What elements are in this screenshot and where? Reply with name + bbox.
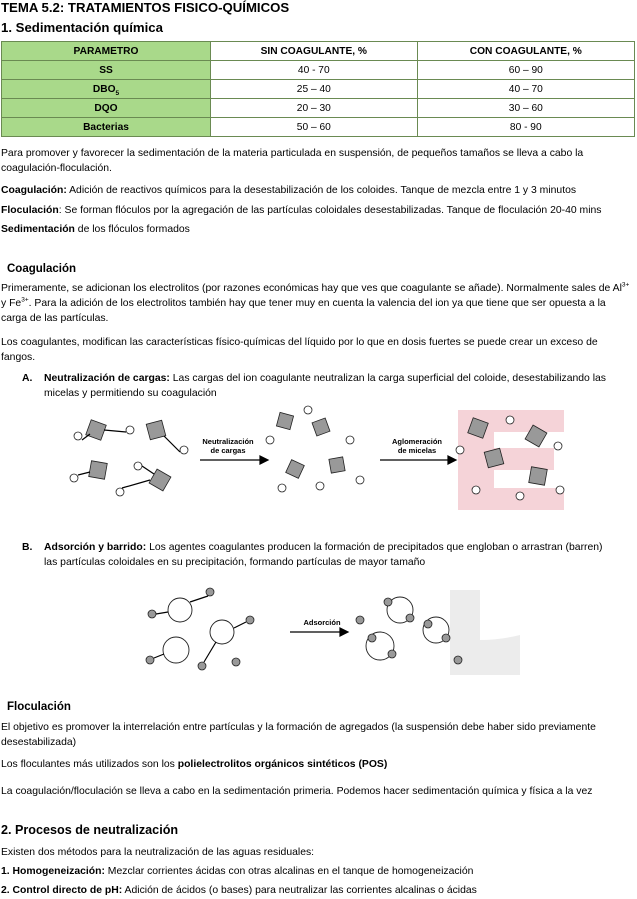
- diagram-b-label: Adsorción: [303, 618, 341, 627]
- p1-sup1: 3+: [621, 281, 630, 289]
- intro-paragraph: Para promover y favorecer la sedimentación de la materia particulada en suspensión, de pequeños tamaños se lleva a cabo la coagulación-floculación.: [1, 148, 584, 174]
- method-1: [1, 864, 473, 879]
- section1-heading: 1. Sedimentación química: [1, 20, 163, 35]
- item-b-body: [44, 540, 614, 570]
- table-cell-param: Bacterias: [2, 118, 211, 137]
- table-cell-con: 40 – 70: [417, 80, 634, 99]
- p2-b: polielectrolitos orgánicos sintéticos (POS): [177, 759, 388, 770]
- item-b-marker: B.: [22, 542, 33, 553]
- diagram-a-label-1: [198, 437, 258, 455]
- m1-label: 1. Homogeneización:: [1, 866, 105, 877]
- diagram-neutralizacion: [60, 400, 600, 515]
- table-cell-sin: 25 – 40: [211, 80, 418, 99]
- coagulacion-paragraph-1: [1, 281, 633, 326]
- p1-a: Primeramente, se adicionan los electrolitos (por razones económicas hay que ves que coagulante se añade). Normalmente sales de Al: [1, 283, 622, 294]
- param-dbo: DBO: [92, 83, 116, 95]
- diagram-a-label-2: [385, 437, 449, 455]
- floc-label: Floculación: [1, 205, 59, 216]
- table-cell-sin: 40 - 70: [211, 61, 418, 80]
- item-a-label: Neutralización de cargas:: [44, 373, 170, 384]
- coag-label: Coagulación:: [1, 185, 67, 196]
- item-a-marker: A.: [22, 373, 33, 384]
- table-cell-param: SS: [2, 61, 211, 80]
- coagulacion-paragraph-2: Los coagulantes, modifican las características físico-químicas del líquido por lo que en dosis fuertes se puede crear un exceso de fangos.: [1, 337, 598, 363]
- label1-line1: Neutralización: [202, 437, 254, 446]
- table-row: [2, 61, 635, 80]
- label1-line2: de cargas: [210, 446, 246, 455]
- sedimentation-table: [1, 41, 635, 137]
- label2-line2: de micelas: [397, 446, 437, 455]
- coag-text: Adición de reactivos químicos para la desestabilización de los coloides. Tanque de mezcla entre 1 y 3 minutos: [66, 185, 577, 196]
- table-cell-con: 30 – 60: [417, 99, 634, 118]
- diagram-adsorcion: [140, 580, 480, 680]
- param-dbo-sub: 5: [115, 89, 120, 97]
- sedimentacion-definition: [1, 222, 190, 237]
- sed-text: de los flóculos formados: [74, 224, 190, 235]
- table-row: [2, 99, 635, 118]
- table-header-sin: SIN COAGULANTE, %: [211, 42, 418, 61]
- p2-a: Los floculantes más utilizados son los: [1, 759, 178, 770]
- table-cell-con: 60 – 90: [417, 61, 634, 80]
- p1-c: . Para la adición de los electrolitos también hay que tener muy en cuenta la valencia del ion ya que tiene que ser opuesta a la carga de las partículas.: [1, 298, 606, 324]
- item-a-body: [44, 371, 614, 401]
- floculacion-paragraph-3: La coagulación/floculación se lleva a cabo en la sedimentación primeria. Podemos hacer sedimentación química y física a la vez: [1, 786, 593, 797]
- table-header-con: CON COAGULANTE, %: [417, 42, 634, 61]
- floc-text: : Se forman flóculos por la agregación de las partículas coloidales desestabilizadas. Tanque de floculación 20-40 mins: [58, 205, 602, 216]
- coagulacion-definition: [1, 183, 576, 198]
- table-header-row: [2, 42, 635, 61]
- m2-label: 2. Control directo de pH:: [1, 885, 123, 896]
- floculacion-heading: Floculación: [7, 701, 71, 713]
- coagulacion-heading: Coagulación: [7, 263, 77, 275]
- table-row: [2, 118, 635, 137]
- m2-text: Adición de ácidos (o bases) para neutralizar las corrientes alcalinas o ácidas: [122, 885, 477, 896]
- table-cell-sin: 50 – 60: [211, 118, 418, 137]
- floculacion-paragraph-1: El objetivo es promover la interrelación entre partículas y la formación de agregados (la suspensión debe haber sido previamente desestabilizada): [1, 722, 596, 748]
- m1-text: Mezclar corrientes ácidas con otras alcalinas en el tanque de homogeneización: [104, 866, 474, 877]
- method-2: [1, 883, 477, 898]
- p1-b: y Fe: [1, 298, 22, 309]
- section2-heading: 2. Procesos de neutralización: [1, 823, 179, 837]
- table-cell-sin: 20 – 30: [211, 99, 418, 118]
- table-cell-param: DQO: [2, 99, 211, 118]
- p1-sup2: 3+: [21, 296, 29, 304]
- table-cell-param: [2, 80, 211, 99]
- item-b-text: Los agentes coagulantes producen la formación de precipitados que engloban o arrastran (barren) las partículas coloidales en su precipitación, formando partículas de mayor tamaño: [44, 542, 603, 568]
- doc-title: TEMA 5.2: TRATAMIENTOS FISICO-QUÍMICOS: [1, 0, 290, 15]
- table-cell-con: 80 - 90: [417, 118, 634, 137]
- label2-line1: Aglomeración: [391, 437, 442, 446]
- item-a-text: Las cargas del ion coagulante neutralizan la carga superficial del coloide, desestabilizando las micelas y permitiendo su coagulación: [44, 373, 606, 399]
- item-b-label: Adsorción y barrido:: [44, 542, 147, 553]
- table-row: [2, 80, 635, 99]
- floculacion-paragraph-2: [1, 757, 387, 772]
- table-header-param: PARAMETRO: [2, 42, 211, 61]
- sed-label: Sedimentación: [1, 224, 75, 235]
- section2-paragraph: Existen dos métodos para la neutralización de las aguas residuales:: [1, 847, 315, 858]
- floculacion-definition: [1, 203, 602, 218]
